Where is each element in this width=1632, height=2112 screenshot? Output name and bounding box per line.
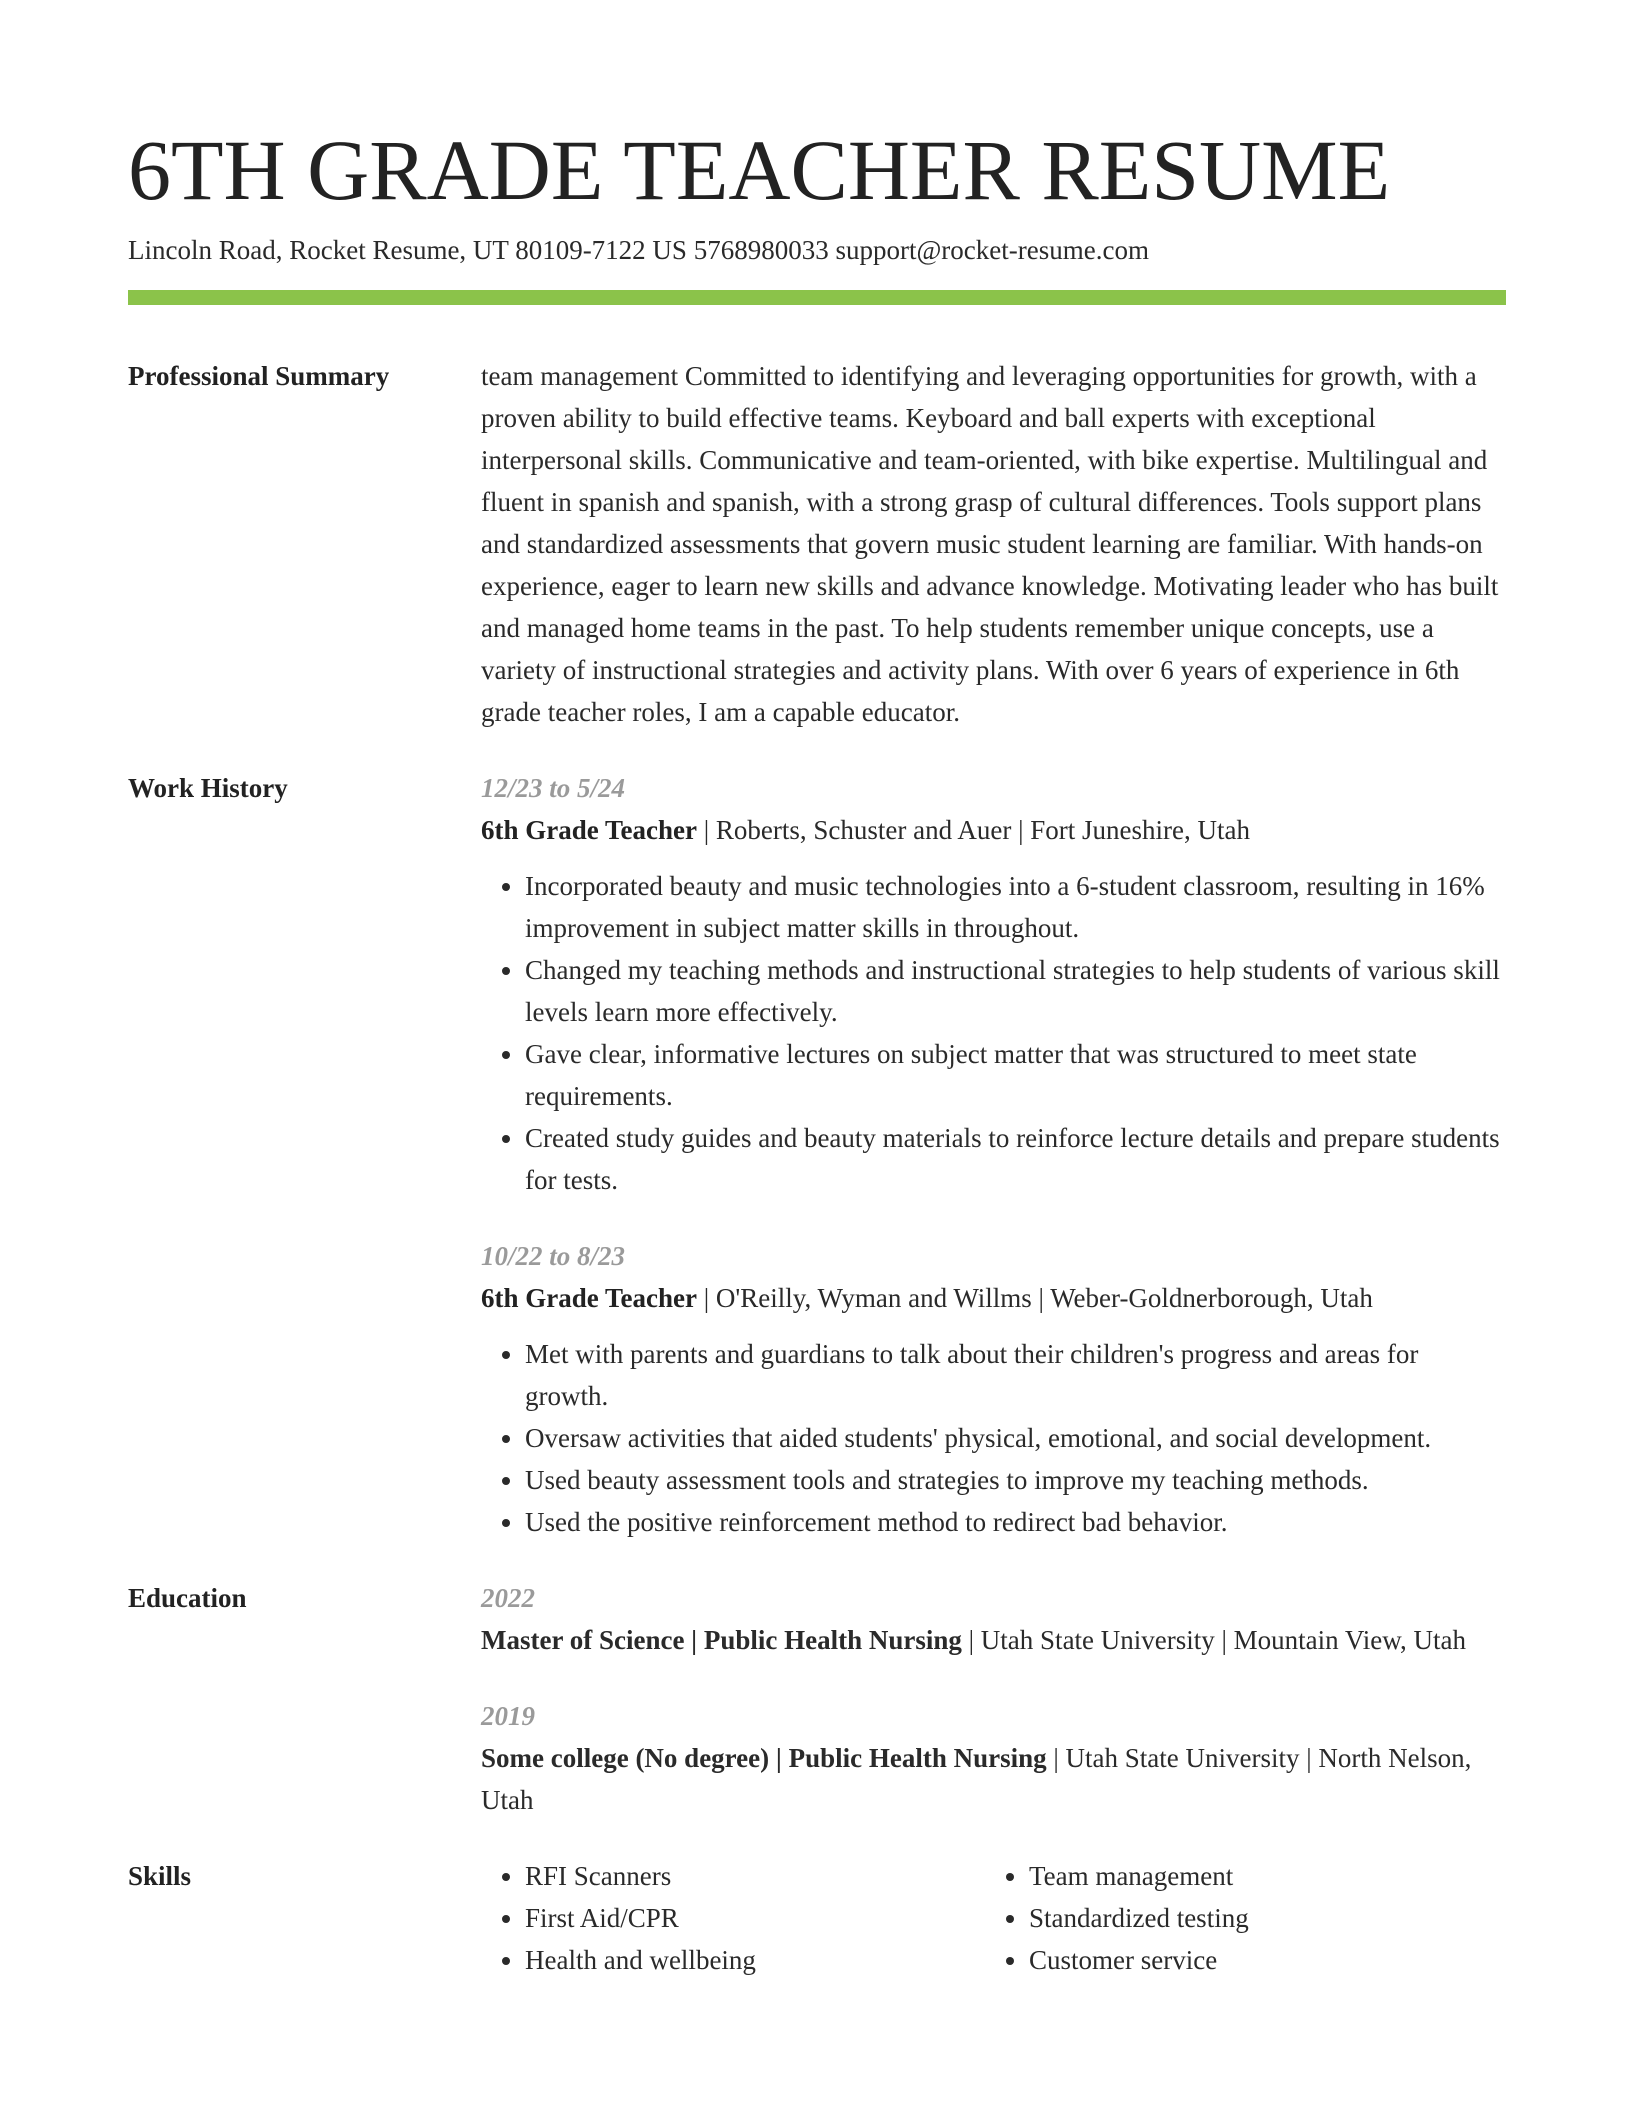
accent-divider xyxy=(128,290,1506,305)
skills-column-right xyxy=(985,1855,1489,1981)
education-entry xyxy=(481,1577,1506,1661)
list-item: • Gave clear, informative lectures on subject matter that was structured to meet state requirements. xyxy=(525,1033,1506,1117)
job-heading xyxy=(481,1277,1506,1319)
section-professional-summary xyxy=(128,355,1506,733)
education-year: 2022 xyxy=(481,1583,535,1613)
job-entry xyxy=(481,1235,1506,1543)
job-bullets xyxy=(481,1333,1506,1543)
job-title: 6th Grade Teacher xyxy=(481,1283,697,1313)
section-education xyxy=(128,1577,1506,1821)
job-heading xyxy=(481,809,1506,851)
job-details: | O'Reilly, Wyman and Willms | Weber-Goldnerborough, Utah xyxy=(697,1283,1373,1313)
degree-name: Master of Science | Public Health Nursing xyxy=(481,1625,962,1655)
section-label: Professional Summary xyxy=(128,361,390,391)
education-year: 2019 xyxy=(481,1701,535,1731)
summary-text: team management Committed to identifying and leveraging opportunities for growth, with a proven ability to build effective teams. Keyboard and ball experts with exceptional interpersonal skills. Communicative and team-oriented, with bike expertise. Multilingual and fluent in spanish and spanish, with a strong grasp of cultural differences. Tools support plans and standardized assessments that govern music student learning are familiar. With hands-on experience, eager to learn new skills and advance knowledge. Motivating leader who has built and managed home teams in the past. To help students remember unique concepts, use a variety of instructional strategies and activity plans. With over 6 years of experience in 6th grade teacher roles, I am a capable educator. xyxy=(481,361,1499,727)
education-heading xyxy=(481,1737,1506,1821)
contact-line: Lincoln Road, Rocket Resume, UT 80109-7122 US 5768980033 support@rocket-resume.com xyxy=(128,235,1149,265)
education-entry xyxy=(481,1695,1506,1821)
skills-column-left xyxy=(481,1855,985,1981)
skills-list xyxy=(481,1855,1506,1981)
degree-name: Some college (No degree) | Public Health Nursing xyxy=(481,1743,1047,1773)
section-skills xyxy=(128,1855,1506,1981)
work-entries xyxy=(481,767,1506,1543)
education-details: | Utah State University | North Nelson, Utah xyxy=(481,1743,1472,1815)
list-item: • Used beauty assessment tools and strategies to improve my teaching methods. xyxy=(525,1459,1506,1501)
education-details: | Utah State University | Mountain View, Utah xyxy=(961,1625,1467,1655)
list-item: • Standardized testing xyxy=(1029,1897,1489,1939)
list-item: • First Aid/CPR xyxy=(525,1897,985,1939)
list-item: • RFI Scanners xyxy=(525,1855,985,1897)
job-entry xyxy=(481,767,1506,1201)
job-bullets xyxy=(481,865,1506,1201)
education-entries xyxy=(481,1577,1506,1821)
list-item: • Oversaw activities that aided students' physical, emotional, and social development. xyxy=(525,1417,1506,1459)
list-item: • Created study guides and beauty materials to reinforce lecture details and prepare students for tests. xyxy=(525,1117,1506,1201)
section-label: Skills xyxy=(128,1861,192,1891)
list-item: • Changed my teaching methods and instructional strategies to help students of various skill levels learn more effectively. xyxy=(525,949,1506,1033)
skills-columns xyxy=(481,1855,1506,1981)
section-label: Work History xyxy=(128,773,288,803)
list-item: • Used the positive reinforcement method to redirect bad behavior. xyxy=(525,1501,1506,1543)
job-details: | Roberts, Schuster and Auer | Fort Juneshire, Utah xyxy=(697,815,1250,845)
section-label: Education xyxy=(128,1583,247,1613)
job-dates: 10/22 to 8/23 xyxy=(481,1241,626,1271)
list-item: • Incorporated beauty and music technologies into a 6-student classroom, resulting in 16% improvement in subject matter skills in throughout. xyxy=(525,865,1506,949)
list-item: • Team management xyxy=(1029,1855,1489,1897)
job-title: 6th Grade Teacher xyxy=(481,815,697,845)
list-item: • Met with parents and guardians to talk about their children's progress and areas for growth. xyxy=(525,1333,1506,1417)
resume-title: 6TH GRADE TEACHER RESUME xyxy=(128,122,1391,218)
list-item: • Customer service xyxy=(1029,1939,1489,1981)
resume-page xyxy=(128,118,1506,1981)
section-work-history xyxy=(128,767,1506,1543)
job-dates: 12/23 to 5/24 xyxy=(481,773,626,803)
education-heading xyxy=(481,1619,1506,1661)
list-item: • Health and wellbeing xyxy=(525,1939,985,1981)
